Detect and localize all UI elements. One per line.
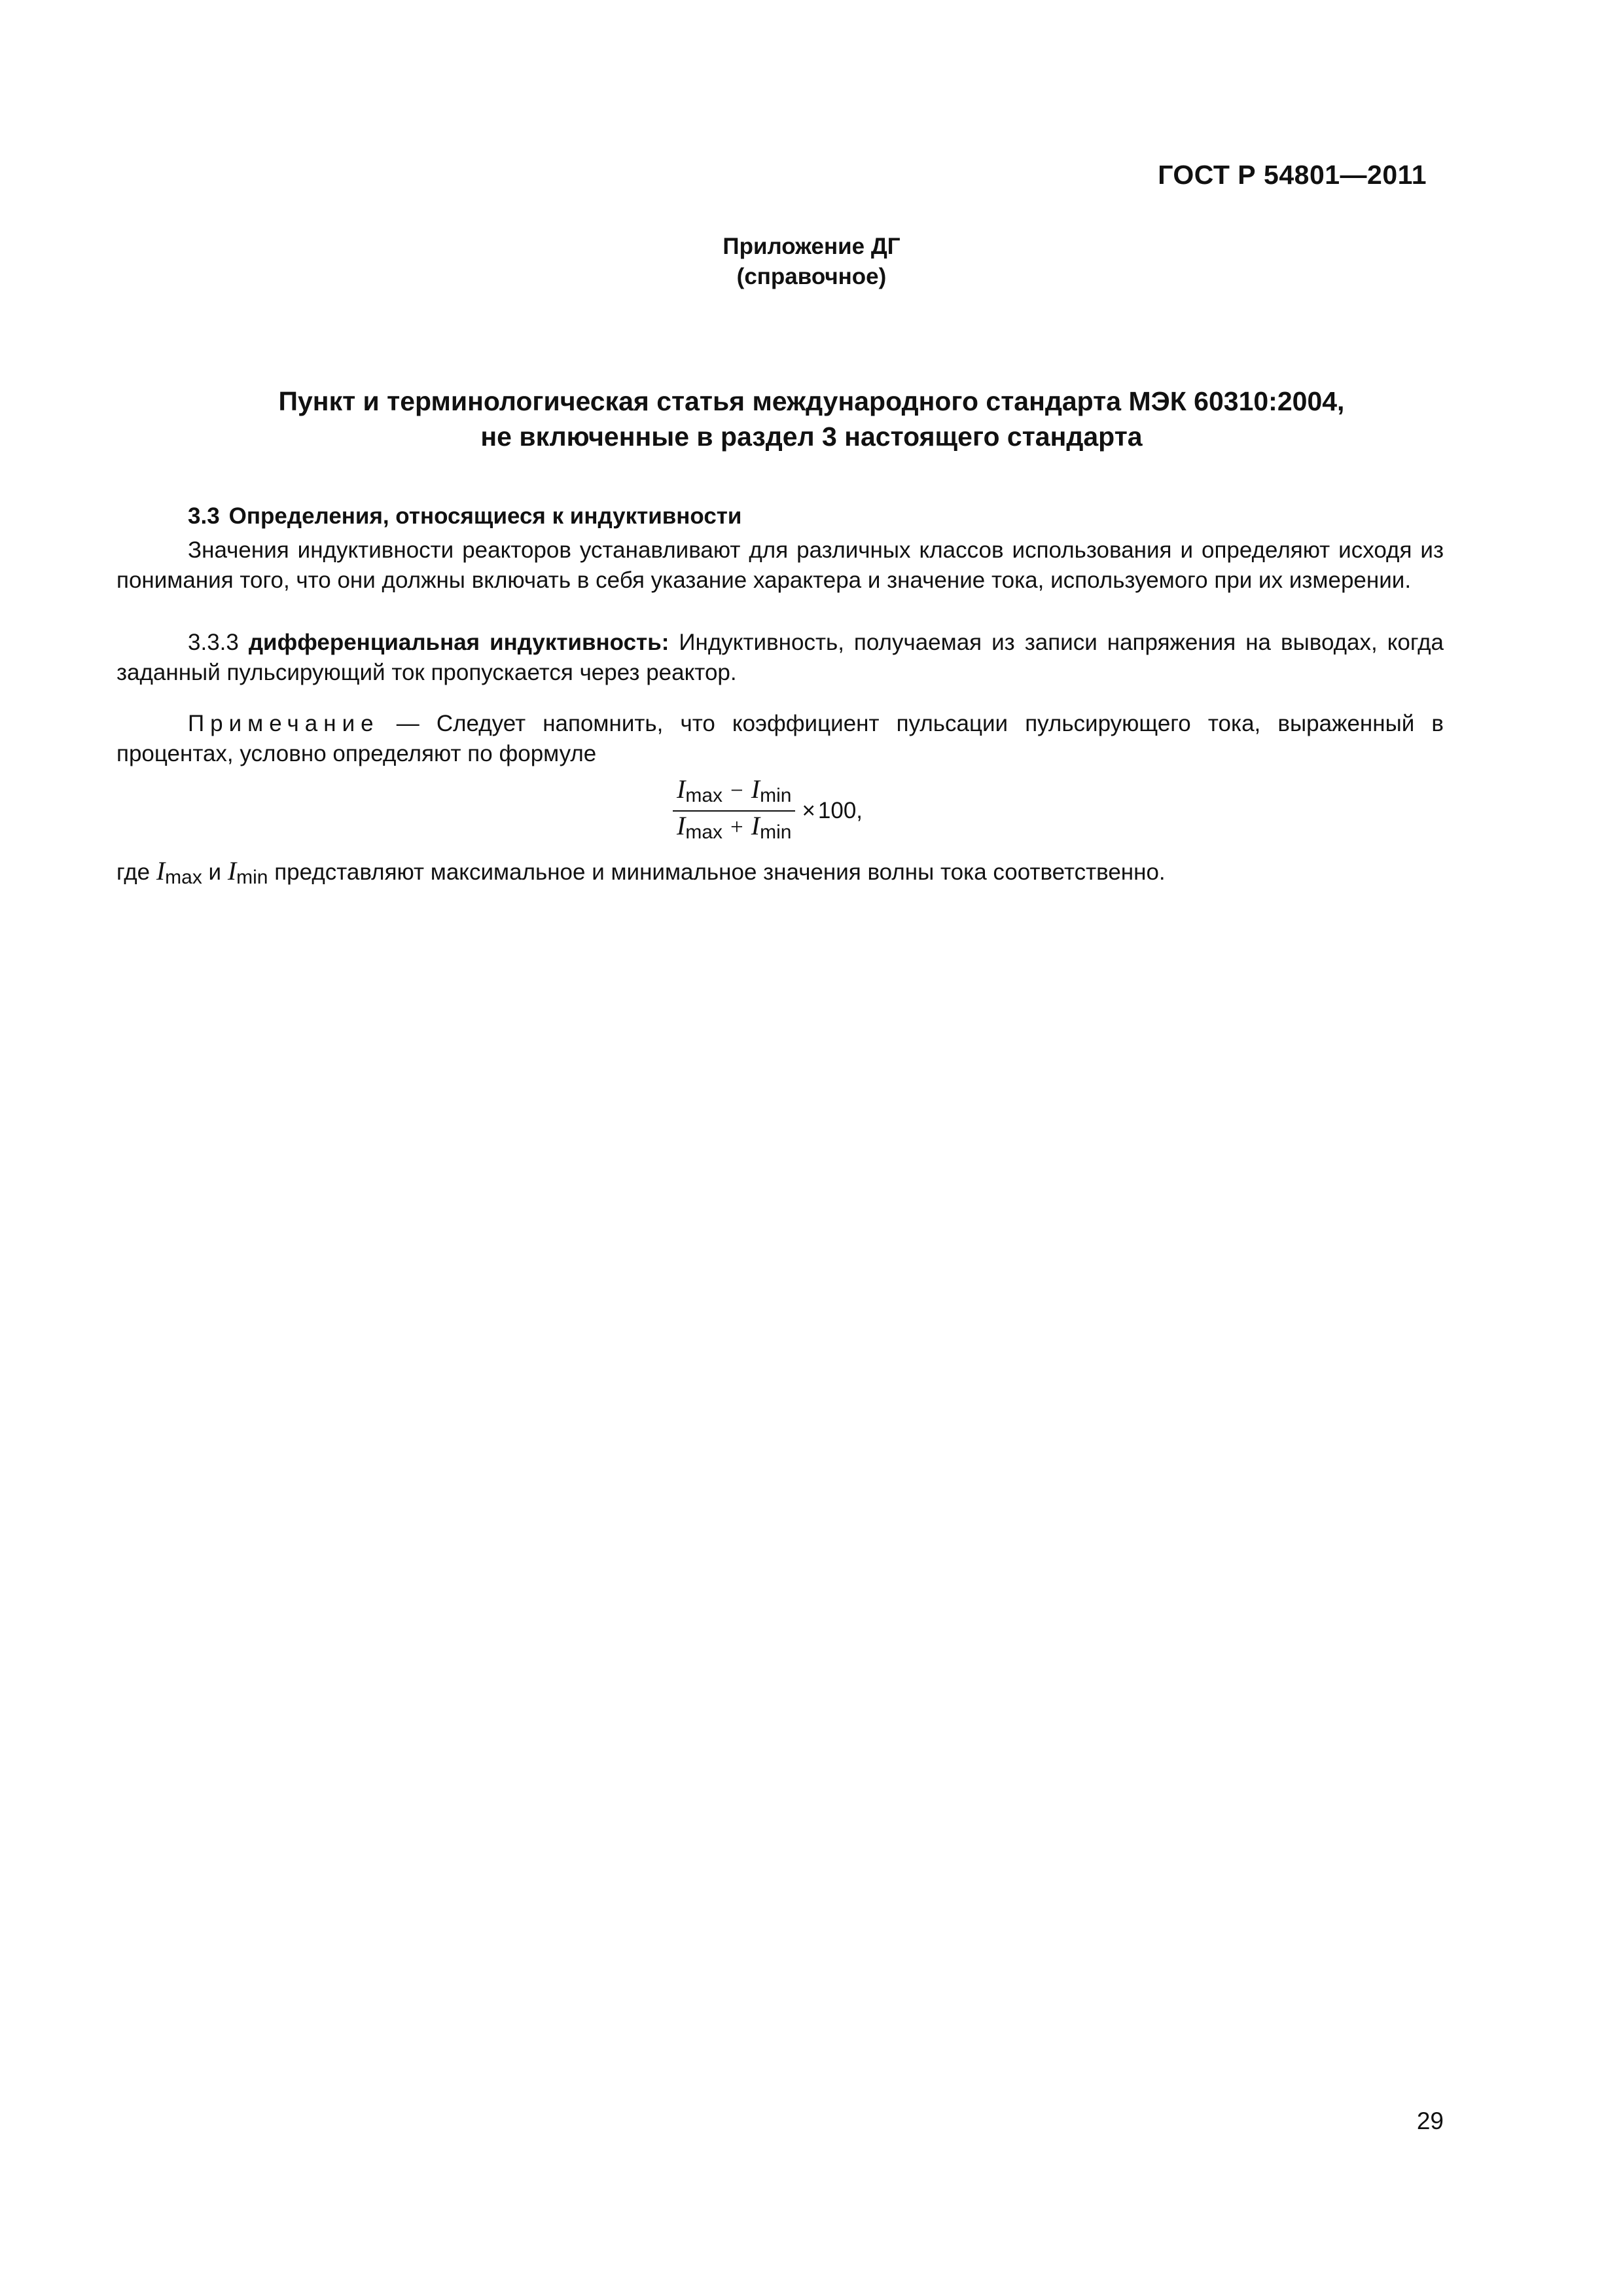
- section-heading: [116, 501, 1444, 531]
- times-sign: ×: [802, 798, 815, 823]
- denominator-i-min-symbol: I: [751, 811, 760, 840]
- term-name: дифференциальная индуктивность:: [248, 630, 669, 655]
- term-paragraph: [116, 628, 1444, 688]
- numerator-i-min-symbol: I: [751, 774, 760, 804]
- ripple-formula: [673, 775, 863, 847]
- intro-paragraph: Значения индуктивности реакторов устанавливают для различных классов использования и определяют исходя из понимания того, что они должны включать в себя указание характера и значение тока, используемого при их измерении.: [116, 537, 1444, 593]
- where-min-subscript: min: [236, 867, 268, 888]
- note-text: Следует напомнить, что коэффициент пульсации пульсирующего тока, выраженный в процентах, условно определяют по формуле: [116, 711, 1444, 766]
- where-suffix: представляют максимальное и минимальное значения волны тока соответственно.: [268, 859, 1166, 885]
- page-number: 29: [1416, 2108, 1444, 2134]
- annex-heading-line-1: Пункт и терминологическая статья международного стандарта МЭК 60310:2004,: [278, 386, 1345, 416]
- annex-heading-line-2: не включенные в раздел 3 настоящего стандарта: [480, 422, 1143, 452]
- where-max-subscript: max: [165, 867, 202, 888]
- note-paragraph: [116, 709, 1444, 769]
- plus-sign: +: [730, 814, 743, 840]
- denominator-max-subscript: max: [685, 821, 723, 843]
- minus-sign: −: [730, 778, 743, 803]
- where-prefix: где: [116, 859, 156, 885]
- annex-status: (справочное): [736, 264, 887, 289]
- section-number: 3.3: [188, 503, 220, 529]
- formula-denominator: [673, 812, 795, 847]
- numerator-i-max-symbol: I: [677, 774, 686, 804]
- where-conjunction: и: [202, 859, 228, 885]
- term-number: 3.3.3: [188, 630, 239, 655]
- numerator-min-subscript: min: [760, 785, 792, 806]
- formula-explanation: [116, 856, 1444, 893]
- note-label: Примечание: [188, 711, 380, 736]
- annex-title: Приложение ДГ: [722, 234, 901, 259]
- annex-label: [0, 232, 1623, 292]
- formula-multiplier: 100,: [817, 798, 863, 823]
- numerator-max-subscript: max: [685, 785, 723, 806]
- denominator-i-max-symbol: I: [677, 811, 686, 840]
- note-dash: —: [379, 711, 437, 736]
- formula-numerator: [673, 775, 795, 810]
- annex-heading: [0, 384, 1623, 454]
- standard-code: ГОСТ Р 54801—2011: [1158, 160, 1427, 190]
- section-title: Определения, относящиеся к индуктивности: [228, 503, 742, 529]
- formula-fraction: [673, 775, 795, 847]
- where-i-min-symbol: I: [227, 856, 237, 886]
- where-i-max-symbol: I: [156, 856, 166, 886]
- denominator-min-subscript: min: [760, 821, 792, 843]
- term-definition: Индуктивность, получаемая из записи напряжения на выводах, когда заданный пульсирующий ток пропускается через реактор.: [116, 630, 1444, 685]
